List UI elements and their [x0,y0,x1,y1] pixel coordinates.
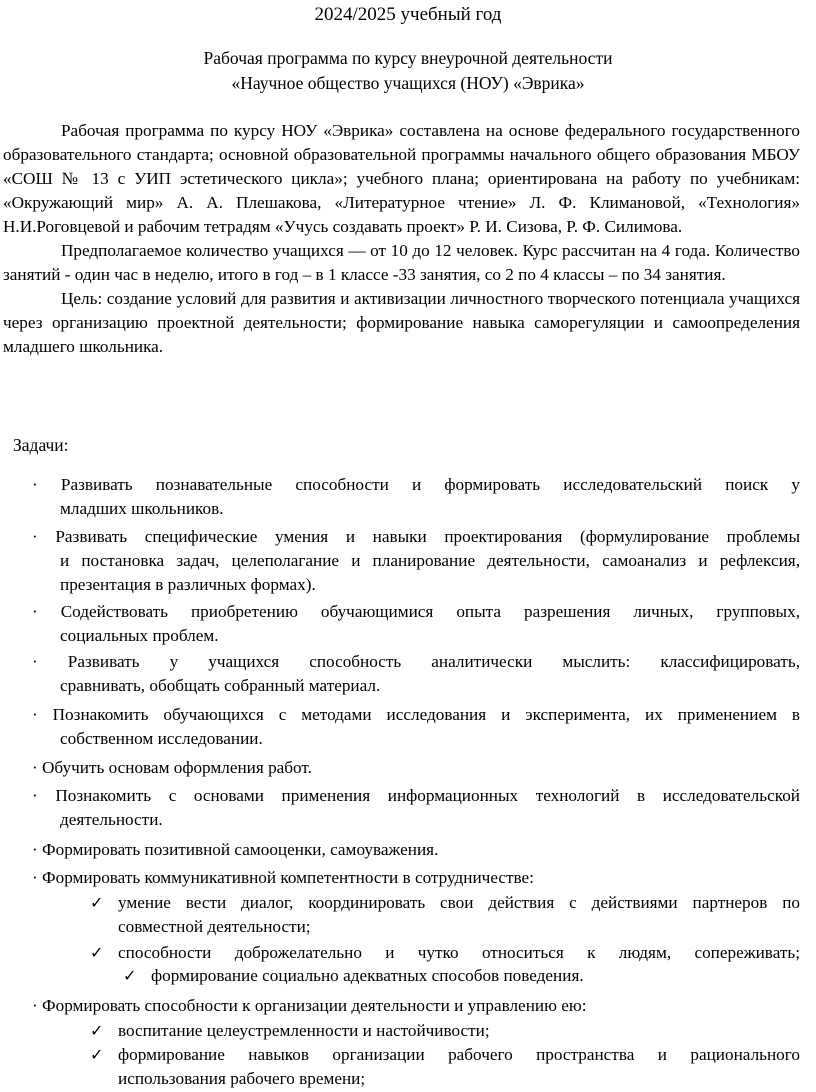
task-item [32,703,800,751]
task-6-line1: · Обучить основам оформления работ. [32,758,312,777]
task-3-line2: социальных проблем. [60,626,219,645]
checkmark-icon: ✓ [90,943,104,962]
task-item [32,784,800,832]
checkmark-icon: ✓ [90,1045,104,1064]
task-item [32,866,800,890]
task-item [32,756,800,780]
program-title [0,46,816,96]
task-5-line2: собственном исследовании. [60,729,263,748]
task-item [32,525,800,597]
task-item [32,600,800,648]
task-1-line2: младших школьников. [60,499,224,518]
task-4-line1: · Развивать у учащихся способность аналитически мыслить: классифицировать, [32,652,800,671]
check-10-1-line1: воспитание целеустремленности и настойчивости; [118,1021,490,1040]
task-4-line2: сравнивать, обобщать собранный материал. [60,676,381,695]
checklist-item [90,1019,800,1043]
task-5-line1: · Познакомить обучающихся с методами исследования и эксперимента, их применением в [32,705,800,724]
task-7-line1: · Познакомить с основами применения информационных технологий в исследовательской [32,786,800,805]
task-item [32,473,800,521]
checklist-item [123,964,800,988]
task-9-line1: · Формировать коммуникативной компетентности в сотрудничестве: [32,868,534,887]
intro-paragraph-goal: Цель: создание условий для развития и активизации личностного творческого потенциала учащихся через организацию проектной деятельности; формирование навыка саморегуляции и самоопределения младшего школьника. [3,289,800,356]
check-10-2-line2: использования рабочего времени; [118,1069,366,1088]
checklist-item [90,891,800,939]
check-9-1-line2: совместной деятельности; [118,917,311,936]
check-9-2-line1: способности доброжелательно и чутко относиться к людям, сопереживать; [118,943,800,962]
task-7-line2: деятельности. [60,810,163,829]
checkmark-icon: ✓ [90,893,104,912]
check-9-3-line1: формирование социально адекватных способов поведения. [151,966,584,985]
tasks-heading: Задачи: [13,435,69,455]
task-10-line1: · Формировать способности к организации деятельности и управлению ею: [32,996,587,1015]
check-10-2-line1: формирование навыков организации рабочего пространства и рационального [118,1045,800,1064]
intro-paragraph-students: Предполагаемое количество учащихся — от 10 до 12 человек. Курс рассчитан на 4 года. Количество занятий - один час в неделю, итого в год – в 1 классе -33 занятия, со 2 по 4 классы – по 34 занятия. [3,241,800,284]
task-1-line1: · Развивать познавательные способности и формировать исследовательский поиск у [32,475,800,494]
task-item [32,994,800,1018]
checklist-item [90,941,800,965]
checkmark-icon: ✓ [90,1021,104,1040]
intro-paragraph-basis: Рабочая программа по курсу НОУ «Эврика» составлена на основе федерального государственного образовательного стандарта; основной образовательной программы начального общего образования МБОУ «СОШ № 13 с УИП эстетического цикла»; учебного плана; ориентирована на работу по учебникам: «Окружающий мир» А. А. Плешакова, «Литературное чтение» Л. Ф. Климановой, «Технология» Н.И.Роговцевой и рабочим тетрадям «Учусь создавать проект» Р. И. Сизова, Р. Ф. Силимова. [3,121,800,236]
checkmark-icon: ✓ [123,966,137,985]
task-2-line2: и постановка задач, целеполагание и планирование деятельности, самоанализ и рефлексия, презентация в различных формах). [60,551,800,594]
program-title-line1: Рабочая программа по курсу внеурочной деятельности [203,48,613,68]
checklist-item [90,1043,800,1091]
task-8-line1: · Формировать позитивной самооценки, самоуважения. [32,840,439,859]
intro-section [3,119,800,359]
academic-year: 2024/2025 учебный год [314,4,502,25]
task-2-line1: · Развивать специфические умения и навыки проектирования (формулирование проблемы [32,527,800,546]
task-item [32,838,800,862]
check-9-1-line1: умение вести диалог, координировать свои действия с действиями партнеров по [118,893,800,912]
program-title-line2: «Научное общество учащихся (НОУ) «Эврика» [231,73,585,93]
task-3-line1: · Содействовать приобретению обучающимися опыта разрешения личных, групповых, [32,602,800,621]
task-item [32,650,800,698]
